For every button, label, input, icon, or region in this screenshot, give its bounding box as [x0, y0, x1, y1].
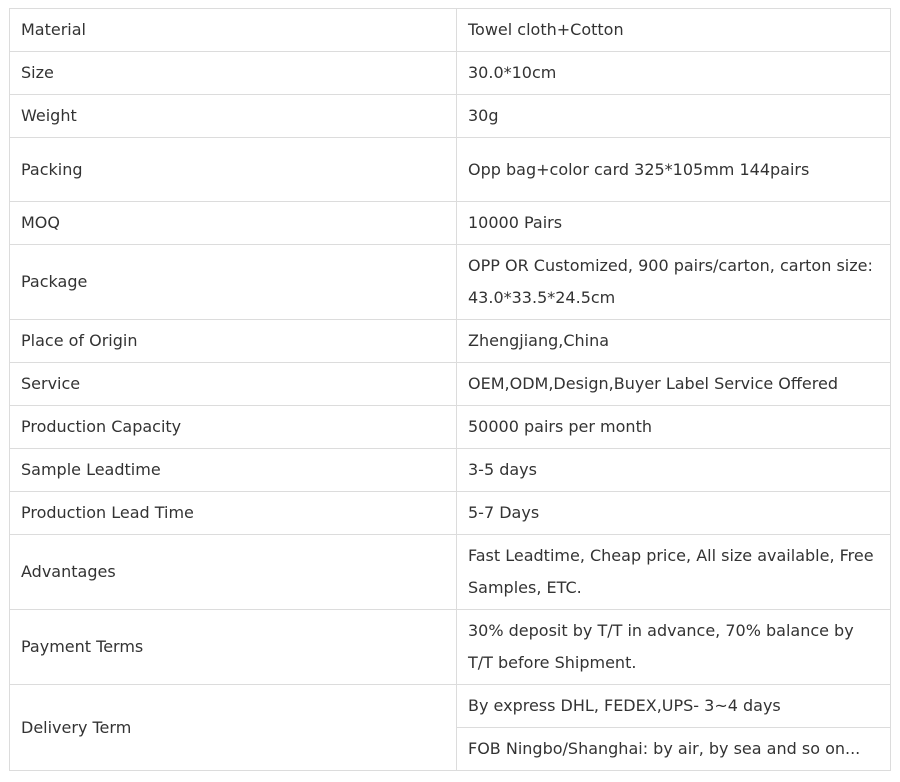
- value-cell: Zhengjiang,China: [457, 320, 891, 363]
- table-row-place-of-origin: [10, 320, 891, 363]
- table-row-production-capacity: [10, 406, 891, 449]
- value-cell: Towel cloth+Cotton: [457, 9, 891, 52]
- label-cell: Sample Leadtime: [10, 449, 457, 492]
- table-row-payment-terms: [10, 610, 891, 685]
- table-row-size: [10, 52, 891, 95]
- table-row-packing: [10, 138, 891, 202]
- value-cell: 30% deposit by T/T in advance, 70% balance by T/T before Shipment.: [457, 610, 891, 685]
- table-row-package: [10, 245, 891, 320]
- table-row-production-lead-time: [10, 492, 891, 535]
- table-row-weight: [10, 95, 891, 138]
- value-cell: 10000 Pairs: [457, 202, 891, 245]
- value-cell: By express DHL, FEDEX,UPS- 3~4 days: [457, 685, 891, 728]
- table-row-material: [10, 9, 891, 52]
- label-cell: Service: [10, 363, 457, 406]
- label-cell: Weight: [10, 95, 457, 138]
- label-cell: Payment Terms: [10, 610, 457, 685]
- value-cell: Fast Leadtime, Cheap price, All size available, Free Samples, ETC.: [457, 535, 891, 610]
- product-spec-table: [9, 8, 891, 771]
- value-cell: 30.0*10cm: [457, 52, 891, 95]
- value-cell: 30g: [457, 95, 891, 138]
- table-row-sample-leadtime: [10, 449, 891, 492]
- label-cell: Size: [10, 52, 457, 95]
- label-cell: Delivery Term: [10, 685, 457, 771]
- value-cell: Opp bag+color card 325*105mm 144pairs: [457, 138, 891, 202]
- table-row-delivery-term: [10, 685, 891, 728]
- value-cell: 3-5 days: [457, 449, 891, 492]
- table-row-advantages: [10, 535, 891, 610]
- value-cell: FOB Ningbo/Shanghai: by air, by sea and so on...: [457, 728, 891, 771]
- label-cell: Production Capacity: [10, 406, 457, 449]
- value-cell: 50000 pairs per month: [457, 406, 891, 449]
- label-cell: Packing: [10, 138, 457, 202]
- value-cell: OPP OR Customized, 900 pairs/carton, carton size: 43.0*33.5*24.5cm: [457, 245, 891, 320]
- label-cell: Package: [10, 245, 457, 320]
- table-row-service: [10, 363, 891, 406]
- value-cell: OEM,ODM,Design,Buyer Label Service Offered: [457, 363, 891, 406]
- label-cell: Material: [10, 9, 457, 52]
- label-cell: Advantages: [10, 535, 457, 610]
- label-cell: Production Lead Time: [10, 492, 457, 535]
- label-cell: Place of Origin: [10, 320, 457, 363]
- value-cell: 5-7 Days: [457, 492, 891, 535]
- label-cell: MOQ: [10, 202, 457, 245]
- table-row-moq: [10, 202, 891, 245]
